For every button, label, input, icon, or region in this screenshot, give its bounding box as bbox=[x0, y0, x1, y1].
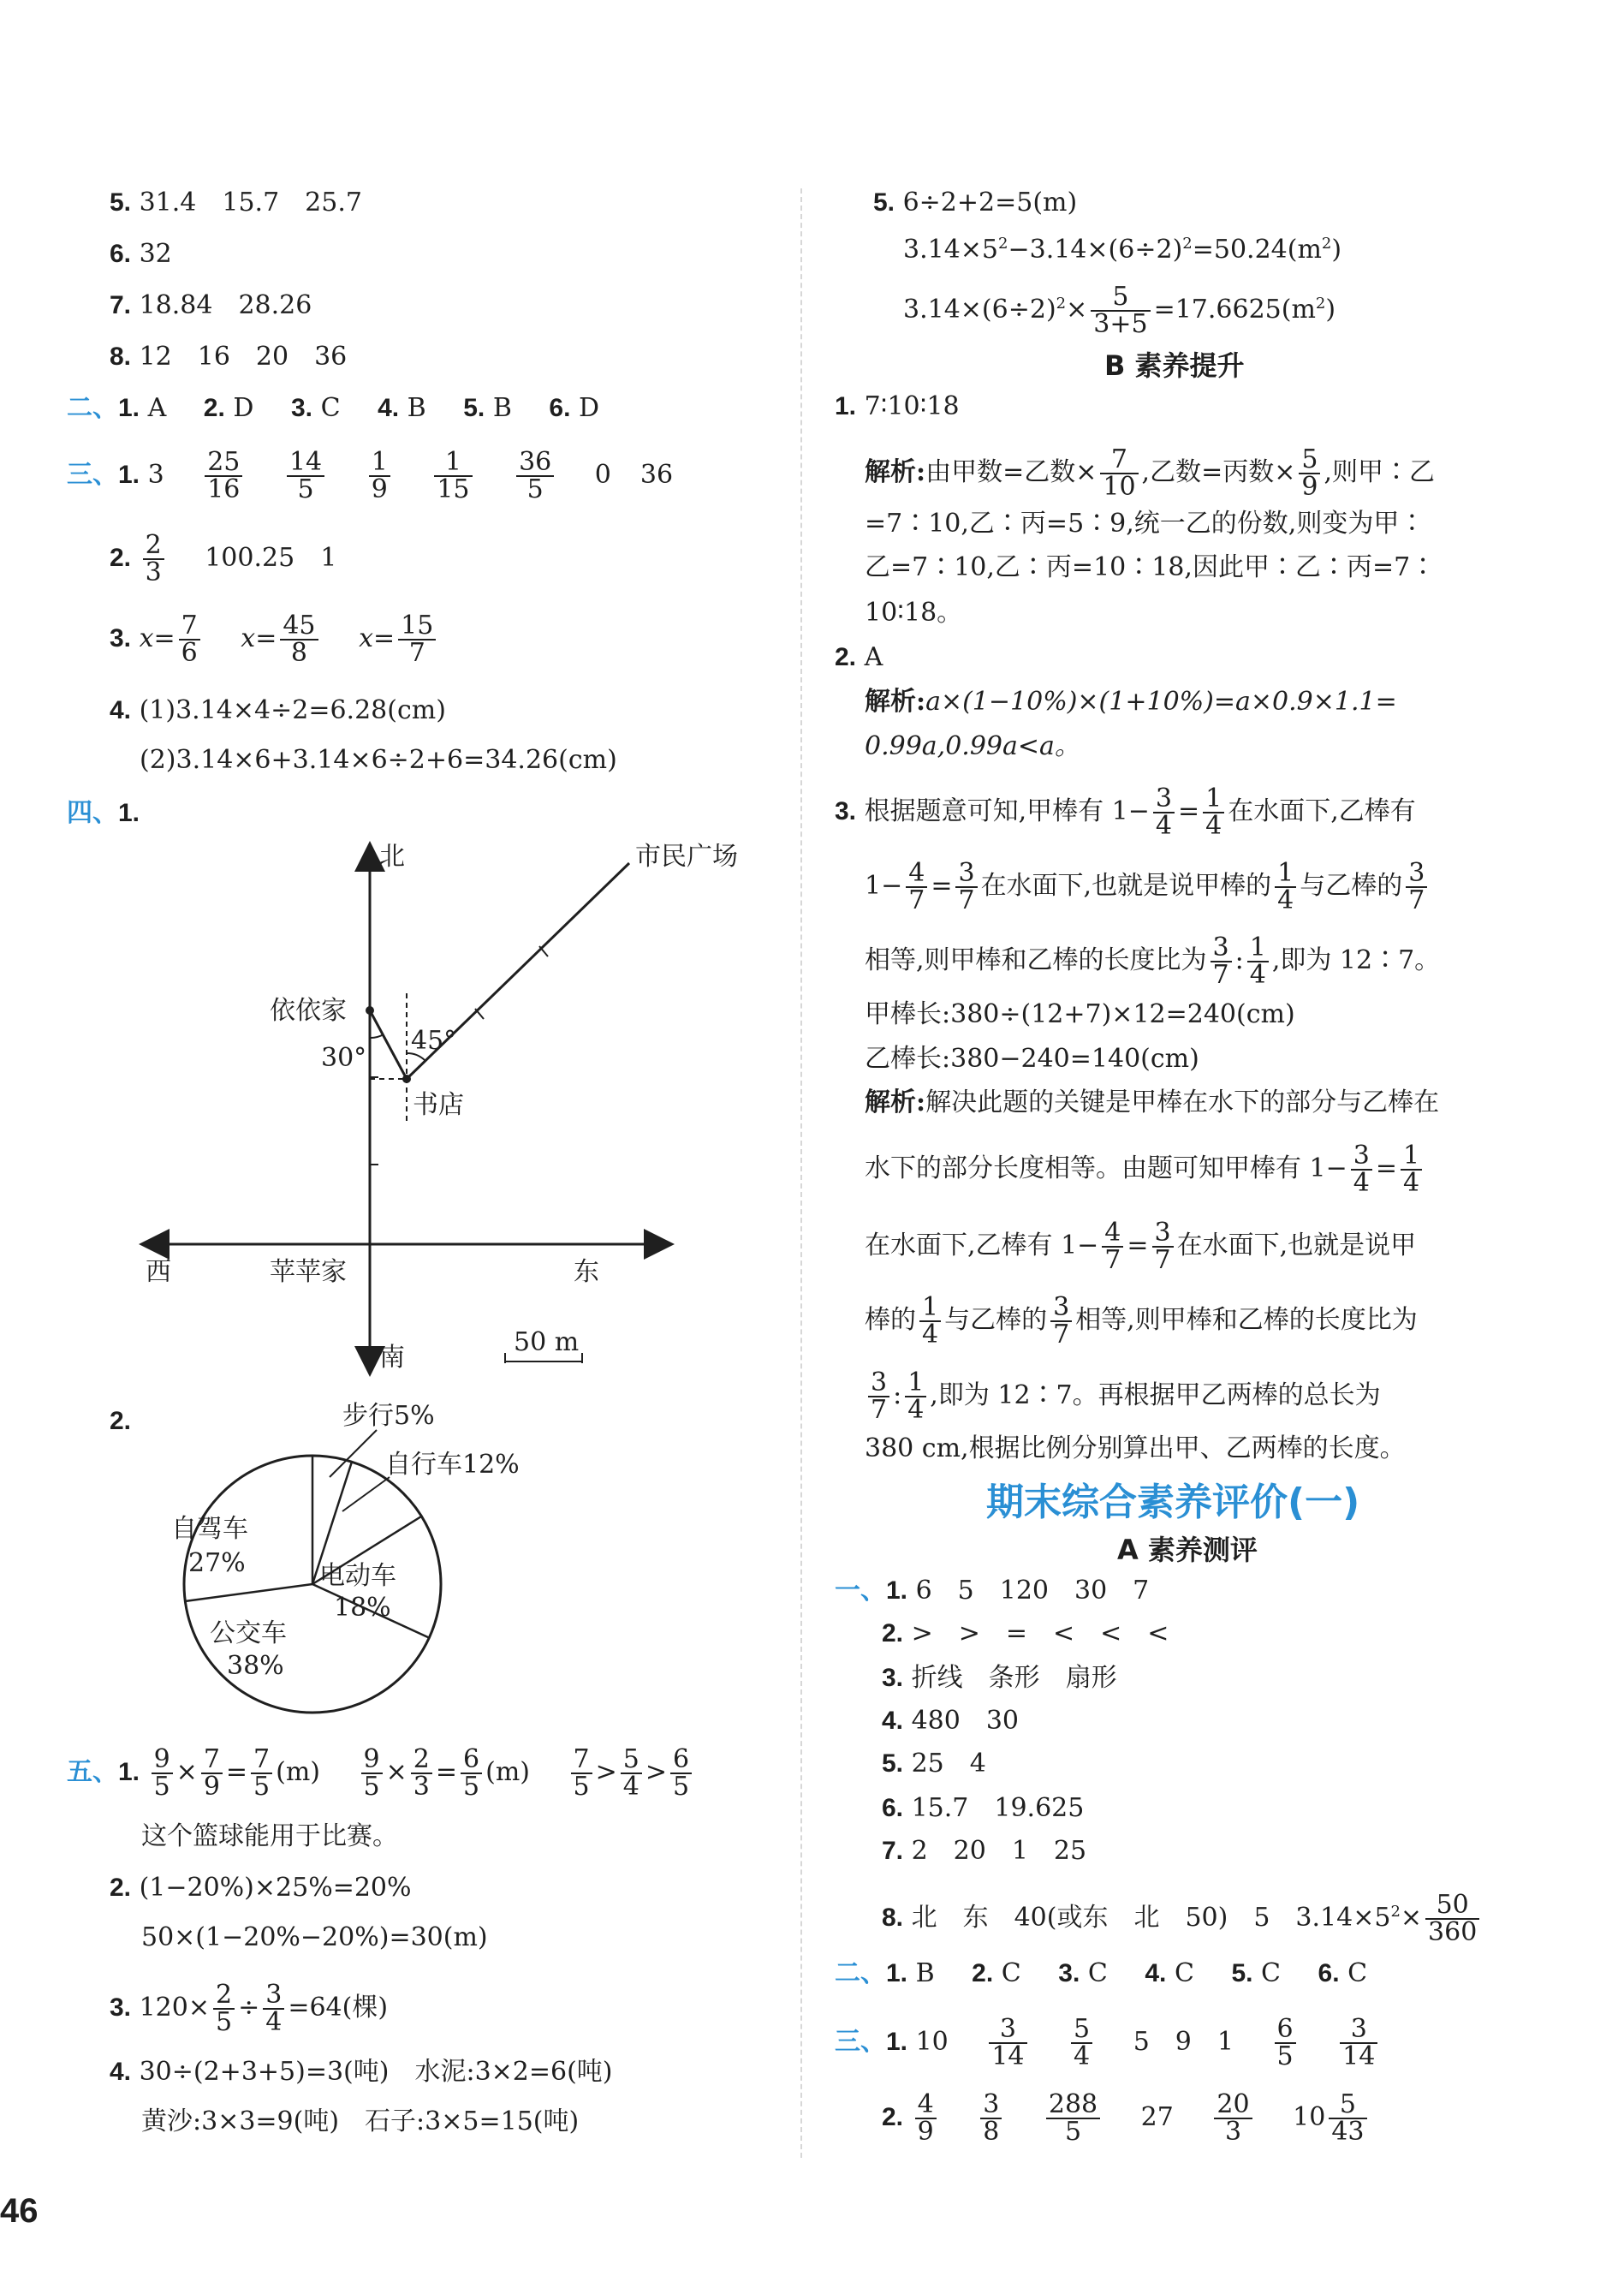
fraction: $\frac{14}{5}$ bbox=[287, 450, 324, 503]
a-answer-8: 8. 北 东 40(或东 北 50) 5 $3.14\times 5^2\times$ $\frac{50}{360}$ bbox=[882, 1892, 1483, 1945]
b-answer-3a: 3. 根据题意可知,甲棒有 1− $\frac{3}{4}$ = $\frac{1}{4}$ 在水面下,乙棒有 bbox=[835, 784, 1416, 841]
pie-value-car: 27% bbox=[188, 1548, 246, 1578]
section-4-q2-label: 2. bbox=[110, 1407, 132, 1435]
pie-label-walk: 步行5% bbox=[342, 1401, 435, 1431]
a-answer-7: 7. 2 20 1 25 bbox=[882, 1836, 1087, 1866]
answer-8: 8. 12 16 20 36 bbox=[110, 342, 348, 372]
right-answer-5a: 5. 6÷2+2=5(m) bbox=[873, 188, 1078, 217]
label-pingping: 苹苹家 bbox=[270, 1257, 347, 1287]
pie-label-bike: 自行车12% bbox=[385, 1450, 520, 1480]
pie-label-bus: 公交车 bbox=[210, 1618, 287, 1648]
label-south: 南 bbox=[379, 1343, 405, 1373]
b-answer-2: 2. A bbox=[835, 642, 883, 672]
label-plaza: 市民广场 bbox=[635, 842, 738, 872]
b-explain-3e: $\frac{3}{7}$ : $\frac{1}{4}$ ,即为 12∶7。再根据甲乙两棒的总长为 bbox=[865, 1370, 1381, 1423]
b-explain-2a: 解析:a×(1−10%)×(1+10%)=a×0.9×1.1= bbox=[865, 687, 1397, 717]
section-5-q4b: 黄沙:3×3=9(吨) 石子:3×5=15(吨) bbox=[141, 2106, 580, 2136]
fraction: $\frac{25}{16}$ bbox=[205, 450, 242, 503]
b-answer-3e: 乙棒长:380−240=140(cm) bbox=[865, 1044, 1199, 1074]
b-explain-1d: 10∶18。 bbox=[865, 598, 963, 628]
b-explain-3f: 380 cm,根据比例分别算出甲、乙两棒的长度。 bbox=[865, 1433, 1406, 1463]
label-angle-45: 45° bbox=[411, 1026, 457, 1056]
answer-7: 7. 18.84 28.26 bbox=[110, 290, 312, 320]
fraction: $\frac{15}{7}$ bbox=[398, 613, 436, 666]
label-north: 北 bbox=[379, 842, 405, 872]
section-5-q4a: 4. 30÷(2+3+5)=3(吨) 水泥:3×2=6(吨) bbox=[110, 2057, 613, 2087]
pie-label-car: 自驾车 bbox=[171, 1514, 248, 1544]
column-divider bbox=[800, 188, 802, 2158]
a-section-3-q1: 三、1. 10 $\frac{3}{14}$ $\frac{5}{4}$ 5 9 1 $\frac{6}{5}$ $\frac{3}{14}$ bbox=[835, 2017, 1381, 2070]
b-explain-3d: 棒的 $\frac{1}{4}$ 与乙棒的 $\frac{3}{7}$ 相等,则甲棒和乙棒的长度比为 bbox=[865, 1292, 1418, 1350]
section-3-q2: 2. $\frac{2}{3}$ 100.25 1 bbox=[110, 530, 337, 587]
label-west: 西 bbox=[146, 1257, 171, 1287]
section-2-choices: 二、1. A 2. D 3. C 4. B 5. B 6. D bbox=[67, 393, 600, 423]
pie-label-ebike: 电动车 bbox=[319, 1561, 396, 1591]
label-yiyi: 依依家 bbox=[270, 996, 347, 1026]
a-answer-1: 一、1. 6 5 120 30 7 bbox=[835, 1576, 1150, 1606]
b-answer-3b: 1− $\frac{4}{7}$ = $\frac{3}{7}$ 在水面下,也就是说甲棒的 $\frac{1}{4}$ 与乙棒的 $\frac{3}{7}$ bbox=[865, 861, 1431, 914]
pie-value-ebike: 18% bbox=[334, 1593, 391, 1623]
a-answer-4: 4. 480 30 bbox=[882, 1706, 1020, 1736]
section-3-q3: 3. x= $\frac{7}{6}$ x= $\frac{45}{8}$ x= $\frac{15}{7}$ bbox=[110, 613, 439, 666]
section-5-q2a: 2. (1−20%)×25%=20% bbox=[110, 1873, 412, 1903]
section-b-heading: B 素养提升 bbox=[1104, 349, 1245, 382]
direction-map bbox=[137, 839, 788, 1387]
a-answer-3: 3. 折线 条形 扇形 bbox=[882, 1663, 1117, 1693]
label-angle-30: 30° bbox=[321, 1043, 367, 1073]
b-answer-3c: 相等,则甲棒和乙棒的长度比为 $\frac{3}{7}$ : $\frac{1}{4}$ ,即为 12∶7。 bbox=[865, 932, 1441, 990]
section-3-q4a: 4. (1)3.14×4÷2=6.28(cm) bbox=[110, 695, 446, 725]
b-explain-3b: 水下的部分长度相等。由题可知甲棒有 1− $\frac{3}{4}$ = $\frac{1}{4}$ bbox=[865, 1143, 1425, 1196]
transport-pie-chart bbox=[133, 1391, 646, 1717]
page-number: 46 bbox=[0, 2192, 39, 2230]
b-explain-2b: 0.99a,0.99a<a。 bbox=[865, 731, 1080, 761]
path-to-yiyi bbox=[370, 1010, 407, 1079]
section-a-heading: A 素养测评 bbox=[1117, 1534, 1258, 1566]
answer-5: 5. 31.4 15.7 25.7 bbox=[110, 188, 362, 217]
label-east: 东 bbox=[574, 1257, 599, 1287]
fraction: $\frac{36}{5}$ bbox=[516, 450, 554, 503]
section-3-q4b: (2)3.14×6+3.14×6÷2+6=34.26(cm) bbox=[140, 745, 617, 775]
section-5-q1-conclusion: 这个篮球能用于比赛。 bbox=[141, 1821, 398, 1851]
section-title: 期末综合素养评价(一) bbox=[986, 1481, 1360, 1524]
section-4-heading: 四、1. bbox=[67, 799, 140, 827]
label-scale: 50 m bbox=[514, 1327, 580, 1357]
pie-value-bus: 38% bbox=[227, 1651, 284, 1681]
b-explain-1b: =7∶10,乙∶丙=5∶9,统一乙的份数,则变为甲∶ bbox=[865, 509, 1425, 539]
a-answer-2: 2. > > = < < < bbox=[882, 1618, 1169, 1648]
a-section-2-choices: 二、1. B 2. C 3. C 4. C 5. C 6. C bbox=[835, 1958, 1368, 1988]
fraction: $\frac{1}{9}$ bbox=[369, 450, 390, 503]
fraction: $\frac{7}{6}$ bbox=[179, 613, 200, 666]
a-answer-6: 6. 15.7 19.625 bbox=[882, 1793, 1085, 1823]
section-5-q1: 五、1. $\frac{9}{5}$ × $\frac{7}{9}$ = $\frac{7}{5}$ (m) $\frac{9}{5}$ × $\frac{2}{3}$ = $\frac{6}{5}$ (m) $\frac{7}{5}$ > $\frac{5}{4}$ > $\frac{6}{5}$ bbox=[67, 1747, 695, 1800]
section-5-q2b: 50×(1−20%−20%)=30(m) bbox=[141, 1922, 488, 1952]
answer-6: 6. 32 bbox=[110, 239, 172, 269]
fraction: $\frac{2}{3}$ bbox=[143, 533, 164, 586]
b-explain-3a: 解析:解决此题的关键是甲棒在水下的部分与乙棒在 bbox=[865, 1087, 1440, 1117]
label-bookstore: 书店 bbox=[413, 1090, 464, 1120]
fraction: $\frac{45}{8}$ bbox=[280, 613, 318, 666]
section-5-q3: 3. 120× $\frac{2}{5}$ ÷ $\frac{3}{4}$ =64(棵) bbox=[110, 1980, 389, 2037]
b-answer-1: 1. 7∶10∶18 bbox=[835, 391, 960, 421]
right-answer-5b: $3.14\times 5^2-3.14\times(6\div 2)^2=50.24(m^2)$ bbox=[903, 235, 1342, 265]
b-explain-1c: 乙=7∶10,乙∶丙=10∶18,因此甲∶乙∶丙=7∶ bbox=[865, 552, 1437, 582]
right-answer-5c: $3.14\times(6\div 2)^2\times$ $\frac{5}{3+5}$ $=17.6625(m^2)$ bbox=[903, 282, 1336, 339]
a-section-3-q2: 2. $\frac{4}{9}$ $\frac{3}{8}$ $\frac{288}{5}$ 27 $\frac{20}{3}$ 10 $\frac{5}{43}$ bbox=[882, 2092, 1371, 2145]
b-explain-3c: 在水面下,乙棒有 1− $\frac{4}{7}$ = $\frac{3}{7}$ 在水面下,也就是说甲 bbox=[865, 1218, 1417, 1275]
b-answer-3d: 甲棒长:380÷(12+7)×12=240(cm) bbox=[865, 999, 1295, 1029]
section-3-q1: 三、1. 3 $\frac{25}{16}$ $\frac{14}{5}$ $\frac{1}{9}$ $\frac{1}{15}$ $\frac{36}{5}$ 0 36 bbox=[67, 447, 674, 504]
a-answer-5: 5. 25 4 bbox=[882, 1749, 986, 1779]
fraction: $\frac{1}{15}$ bbox=[434, 450, 472, 503]
b-explain-1a: 解析:由甲数=乙数× $\frac{7}{10}$ ,乙数=丙数× $\frac{5}{9}$ ,则甲∶乙 bbox=[865, 444, 1435, 502]
